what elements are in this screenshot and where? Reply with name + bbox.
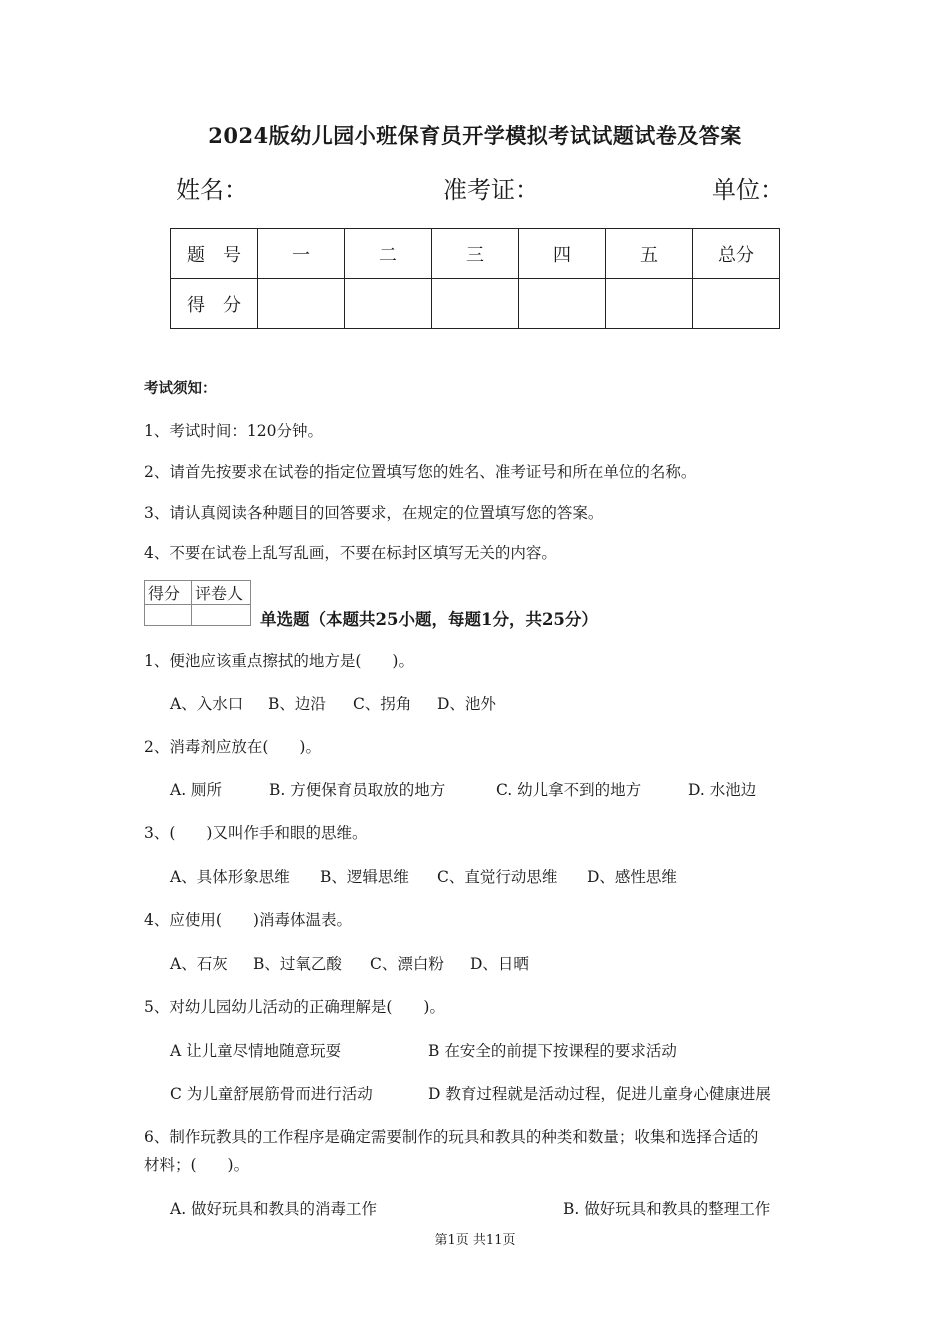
score-cell-2[interactable] — [345, 279, 432, 329]
score-header-2: 二 — [345, 229, 432, 279]
notice-item: 3、请认真阅读各种题目的回答要求，在规定的位置填写您的答案。 — [144, 504, 604, 522]
question-option: A. 厕所 — [170, 781, 223, 799]
score-cell-total[interactable] — [693, 279, 780, 329]
question-option: B. 做好玩具和教具的整理工作 — [563, 1200, 771, 1218]
question-stem: 2、消毒剂应放在( )。 — [144, 738, 321, 756]
question-option: C 为儿童舒展筋骨而进行活动 — [170, 1085, 373, 1103]
score-cell-3[interactable] — [432, 279, 519, 329]
score-cell-1[interactable] — [258, 279, 345, 329]
question-option: A 让儿童尽情地随意玩耍 — [170, 1042, 342, 1060]
page-footer: 第1页 共11页 — [434, 1233, 516, 1248]
question-option: C、漂白粉 — [370, 955, 444, 973]
score-header-5: 五 — [606, 229, 693, 279]
notice-heading: 考试须知： — [144, 380, 217, 397]
name-field-label: 姓名： — [176, 176, 248, 204]
grader-score-cell[interactable] — [145, 605, 192, 626]
question-option: B、过氧乙酸 — [253, 955, 342, 973]
question-stem: 3、( )又叫作手和眼的思维。 — [144, 824, 368, 842]
grader-box — [144, 580, 251, 626]
score-header-3: 三 — [432, 229, 519, 279]
question-stem: 1、便池应该重点擦拭的地方是( )。 — [144, 652, 414, 670]
score-header-total: 总分 — [693, 229, 780, 279]
grader-score-label: 得分 — [145, 581, 192, 605]
section-title: 单选题（本题共25小题，每题1分，共25分） — [260, 610, 598, 629]
question-option: C、直觉行动思维 — [437, 868, 558, 886]
score-header-1: 一 — [258, 229, 345, 279]
grader-name-label: 评卷人 — [192, 581, 251, 605]
question-option: B. 方便保育员取放的地方 — [269, 781, 446, 799]
score-table-score-row — [171, 279, 780, 329]
question-option: D、感性思维 — [587, 868, 677, 886]
question-option: B、逻辑思维 — [320, 868, 409, 886]
question-stem-continued: 材料；( )。 — [144, 1156, 250, 1174]
question-stem: 6、制作玩教具的工作程序是确定需要制作的玩具和教具的种类和数量；收集和选择合适的 — [144, 1128, 759, 1146]
notice-item: 2、请首先按要求在试卷的指定位置填写您的姓名、准考证号和所在单位的名称。 — [144, 463, 697, 481]
question-option: A、具体形象思维 — [170, 868, 290, 886]
question-stem: 5、对幼儿园幼儿活动的正确理解是( )。 — [144, 998, 445, 1016]
score-row-label: 得 分 — [171, 279, 258, 329]
question-option: A、石灰 — [170, 955, 228, 973]
page-title: 2024版幼儿园小班保育员开学模拟考试试题试卷及答案 — [208, 123, 742, 148]
score-header-4: 四 — [519, 229, 606, 279]
score-table — [170, 228, 780, 329]
unit-field-label: 单位： — [712, 176, 784, 204]
score-table-header-row — [171, 229, 780, 279]
score-cell-5[interactable] — [606, 279, 693, 329]
exam-number-field-label: 准考证： — [443, 176, 539, 204]
question-option: D. 水池边 — [688, 781, 757, 799]
question-option: D 教育过程就是活动过程，促进儿童身心健康进展 — [428, 1085, 771, 1103]
question-option: A. 做好玩具和教具的消毒工作 — [170, 1200, 378, 1218]
notice-item: 4、不要在试卷上乱写乱画，不要在标封区填写无关的内容。 — [144, 544, 557, 562]
question-option: D、池外 — [437, 695, 496, 713]
score-cell-4[interactable] — [519, 279, 606, 329]
question-stem: 4、应使用( )消毒体温表。 — [144, 911, 352, 929]
score-header-label: 题 号 — [171, 229, 258, 279]
question-option: C、拐角 — [353, 695, 412, 713]
notice-item: 1、考试时间：120分钟。 — [144, 422, 323, 440]
question-option: C. 幼儿拿不到的地方 — [496, 781, 642, 799]
question-option: B、边沿 — [268, 695, 326, 713]
question-option: D、日晒 — [470, 955, 529, 973]
grader-name-cell[interactable] — [192, 605, 251, 626]
question-option: B 在安全的前提下按课程的要求活动 — [428, 1042, 677, 1060]
question-option: A、入水口 — [170, 695, 244, 713]
